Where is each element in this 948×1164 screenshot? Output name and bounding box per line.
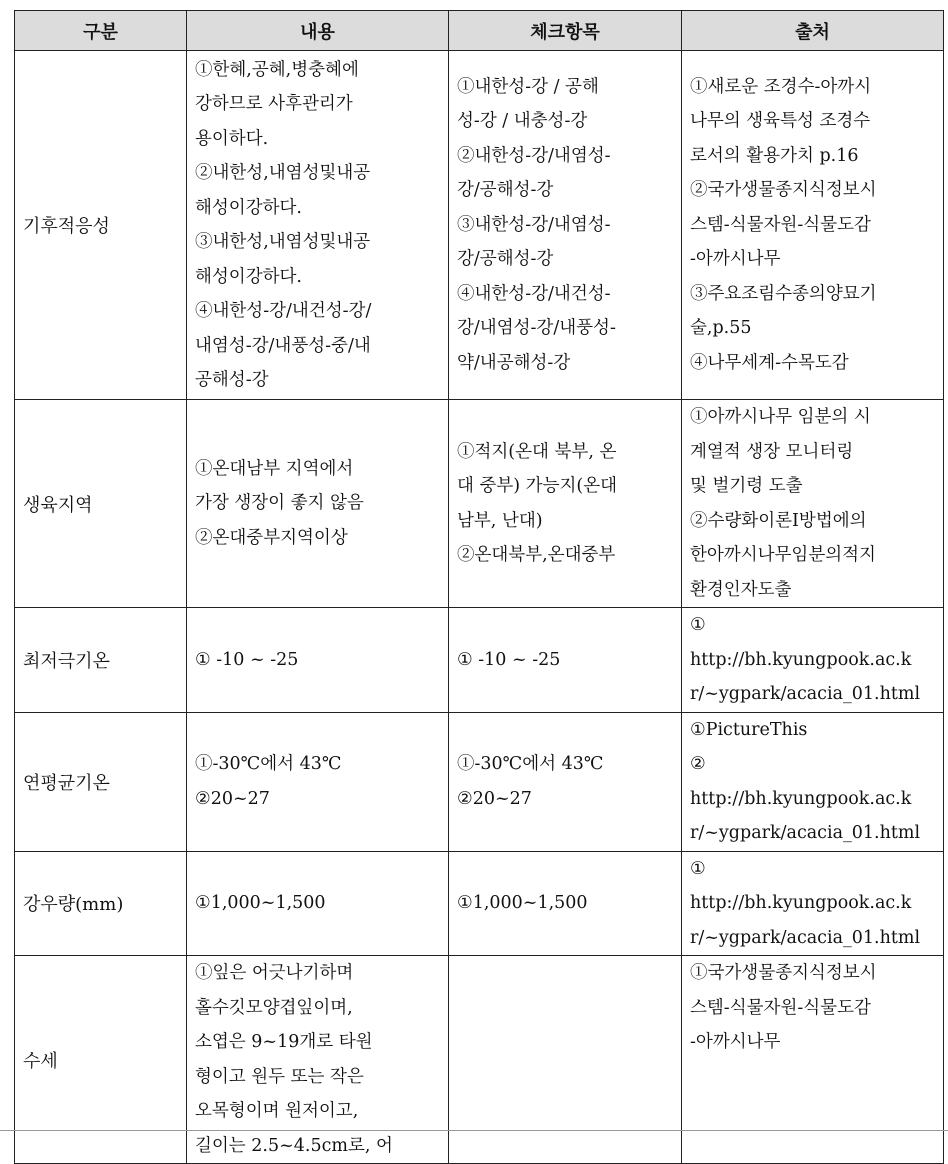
cell-line: ②20~27 <box>195 788 270 809</box>
check-cell <box>449 400 682 608</box>
content-cell <box>187 851 449 956</box>
source-cell <box>682 712 944 851</box>
cell-line: 가장 생장이 좋지 않음 <box>195 493 364 514</box>
cell-line: 공해성-강 <box>195 370 269 390</box>
category-cell: 생육지역 <box>15 400 187 608</box>
cell-line: ①새로운 조경수-아까시 <box>690 76 872 97</box>
cell-line: ②온대중부지역이상 <box>195 527 348 548</box>
cell-line: 용이하다. <box>195 128 269 149</box>
cell-line: ④내한성-강/내건성-강/ <box>195 301 372 321</box>
cell-line: 형이고 원두 또는 작은 <box>195 1066 364 1087</box>
cell-line: http://bh.kyungpook.ac.k <box>690 788 912 809</box>
table-body <box>15 51 944 1164</box>
check-cell <box>449 956 682 1164</box>
category-cell: 최저극기온 <box>15 608 187 713</box>
cell-lines <box>457 435 673 573</box>
cell-line: 술,p.55 <box>690 318 752 339</box>
cell-line: ①아까시나무 임분의 시 <box>690 407 871 427</box>
source-cell <box>682 51 944 400</box>
content-cell <box>187 400 449 608</box>
cell-line: 강/내염성-강/내풍성- <box>457 318 616 339</box>
cell-line: ①PictureThis <box>690 719 808 740</box>
cell-line: 길이는 2.5~4.5cm로, 어 <box>195 1135 393 1156</box>
cell-line: ①-30℃에서 43℃ <box>195 754 342 774</box>
page-bottom-rule <box>0 1130 948 1131</box>
cell-line: ③내한성,내염성및내공 <box>195 232 371 252</box>
source-cell <box>682 851 944 956</box>
cell-line: http://bh.kyungpook.ac.k <box>690 893 912 913</box>
cell-lines <box>195 643 440 678</box>
content-cell <box>187 608 449 713</box>
cell-line: 강하므로 사후관리가 <box>195 94 353 114</box>
cell-line: 성-강 / 내충성-강 <box>457 111 588 132</box>
cell-line: 강/공해성-강 <box>457 180 554 201</box>
header-check: 체크항목 <box>449 11 682 51</box>
cell-lines <box>690 956 935 1060</box>
cell-line: ① -10 ~ -25 <box>457 649 561 670</box>
table-row <box>15 400 944 608</box>
cell-line: ①내한성-강 / 공해 <box>457 76 599 97</box>
cell-line: ①잎은 어긋나기하며 <box>195 963 354 983</box>
cell-lines <box>195 53 440 398</box>
content-cell <box>187 51 449 400</box>
cell-lines <box>457 643 673 678</box>
cell-line: 스템-식물자원-식물도감 <box>690 214 871 235</box>
table-row <box>15 956 944 1164</box>
cell-line: ②수량화이론I방법에의 <box>690 510 867 531</box>
content-cell <box>187 956 449 1164</box>
cell-line: ① <box>690 615 706 635</box>
header-source: 출처 <box>682 11 944 51</box>
cell-line: ④내한성-강/내건성- <box>457 283 611 304</box>
check-cell <box>449 851 682 956</box>
content-cell <box>187 712 449 851</box>
table-row <box>15 51 944 400</box>
table-row <box>15 712 944 851</box>
source-cell <box>682 400 944 608</box>
cell-line: 소엽은 9~19개로 타원 <box>195 1032 373 1052</box>
cell-line: ② <box>690 754 706 774</box>
cell-line: 환경인자도출 <box>690 579 792 600</box>
cell-line: ① -10 ~ -25 <box>195 649 299 670</box>
cell-line: ①온대남부 지역에서 <box>195 458 354 479</box>
cell-lines <box>690 400 935 607</box>
cell-line: 홀수깃모양겹잎이며, <box>195 997 353 1018</box>
cell-line: 약/내공해성-강 <box>457 352 571 373</box>
cell-line: 나무의 생육특성 조경수 <box>690 111 871 132</box>
cell-line: 오목형이며 원저이고, <box>195 1101 359 1121</box>
cell-line: ①적지(온대 북부, 온 <box>457 441 617 462</box>
cell-line: ④나무세계-수목도감 <box>690 352 849 373</box>
cell-line: 해성이강하다. <box>195 266 302 287</box>
cell-line: 한아까시나무임분의적지 <box>690 545 876 565</box>
cell-line: ①1,000~1,500 <box>457 893 588 913</box>
cell-line: 스템-식물자원-식물도감 <box>690 997 871 1018</box>
header-content: 내용 <box>187 11 449 51</box>
category-cell: 연평균기온 <box>15 712 187 851</box>
cell-lines <box>195 747 440 816</box>
cell-line: ③주요조림수종의양묘기 <box>690 283 877 304</box>
cell-lines <box>195 956 440 1163</box>
cell-line: 대 중부) 가능지(온대 <box>457 476 618 496</box>
cell-line: 해성이강하다. <box>195 197 302 218</box>
cell-line: ②20~27 <box>457 788 532 809</box>
cell-lines <box>457 70 673 381</box>
cell-lines <box>690 70 935 381</box>
cell-line: 로서의 활용가치 p.16 <box>690 145 859 166</box>
cell-line: ①-30℃에서 43℃ <box>457 754 604 774</box>
cell-lines <box>195 452 440 556</box>
cell-line: ②내한성-강/내염성- <box>457 145 611 166</box>
cell-lines <box>690 713 935 851</box>
check-cell <box>449 712 682 851</box>
source-cell <box>682 956 944 1164</box>
table-header-row <box>15 11 944 51</box>
category-cell: 강우량(mm) <box>15 851 187 956</box>
cell-line: -아까시나무 <box>690 249 781 270</box>
acacia-info-table <box>14 10 944 1164</box>
table-row <box>15 851 944 956</box>
category-cell: 기후적응성 <box>15 51 187 400</box>
cell-line: ①국가생물종지식정보시 <box>690 963 877 983</box>
cell-lines <box>457 886 673 921</box>
check-cell <box>449 51 682 400</box>
cell-lines <box>457 747 673 816</box>
category-cell: 수세 <box>15 956 187 1164</box>
cell-line: 남부, 난대) <box>457 510 543 531</box>
cell-lines <box>195 886 440 921</box>
header-category: 구분 <box>15 11 187 51</box>
table-row <box>15 608 944 713</box>
cell-line: r/~ygpark/acacia_01.html <box>690 927 921 948</box>
cell-line: ①1,000~1,500 <box>195 893 326 913</box>
source-cell <box>682 608 944 713</box>
cell-line: r/~ygpark/acacia_01.html <box>690 823 921 843</box>
cell-line: ① <box>690 858 706 879</box>
check-cell <box>449 608 682 713</box>
cell-line: ②온대북부,온대중부 <box>457 545 616 565</box>
cell-line: 계열적 생장 모니터링 <box>690 441 854 462</box>
cell-line: r/~ygpark/acacia_01.html <box>690 684 921 704</box>
cell-lines <box>690 608 935 712</box>
cell-line: 강/공해성-강 <box>457 249 554 270</box>
cell-lines <box>690 852 935 956</box>
cell-line: ②내한성,내염성및내공 <box>195 163 371 183</box>
cell-line: 내염성-강/내풍성-중/내 <box>195 335 371 356</box>
cell-line: 및 벌기령 도출 <box>690 476 803 496</box>
cell-line: http://bh.kyungpook.ac.k <box>690 649 912 670</box>
cell-line: ①한혜,공혜,병충혜에 <box>195 59 359 80</box>
cell-line: -아까시나무 <box>690 1032 781 1052</box>
cell-line: ③내한성-강/내염성- <box>457 214 611 235</box>
cell-line: ②국가생물종지식정보시 <box>690 180 877 201</box>
